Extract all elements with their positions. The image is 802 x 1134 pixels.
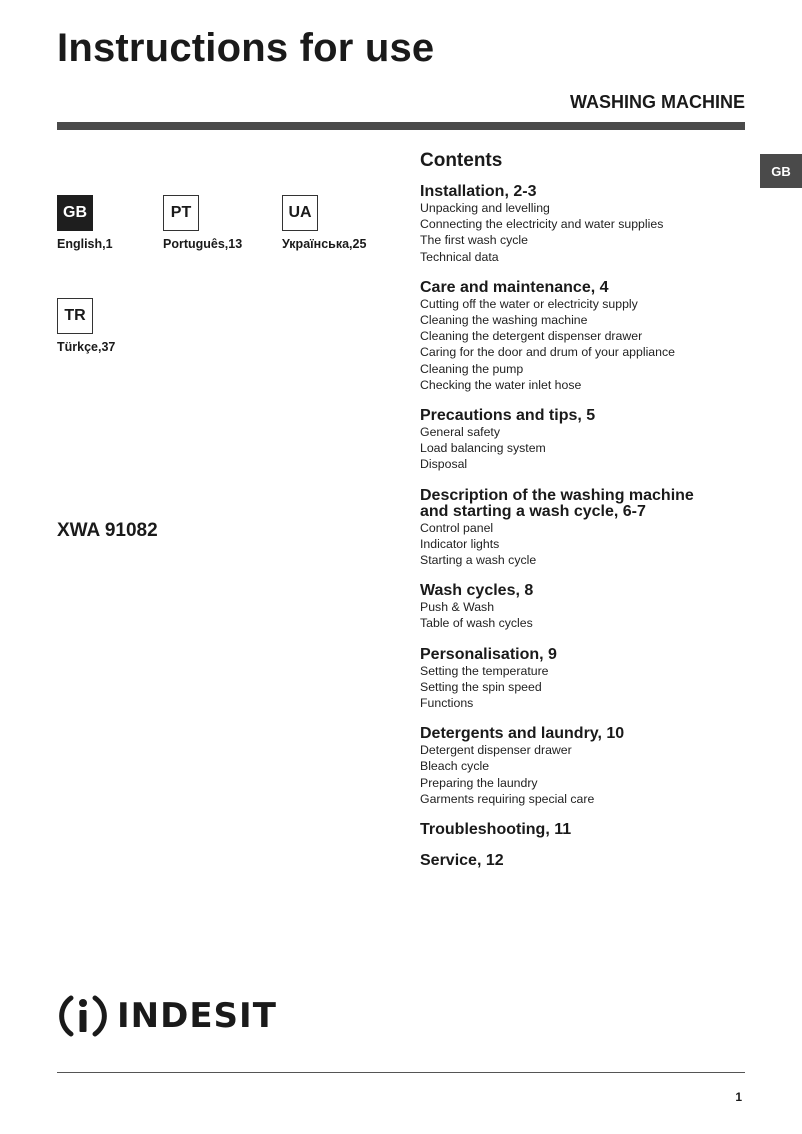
toc-item: Caring for the door and drum of your appliance: [420, 345, 675, 360]
toc-item: Load balancing system: [420, 441, 546, 456]
language-side-tab: GB: [760, 154, 802, 188]
toc-section-title: Personalisation, 9: [420, 645, 557, 663]
toc-item: Unpacking and levelling: [420, 201, 550, 215]
model-number: XWA 91082: [57, 520, 158, 541]
toc-item: Checking the water inlet hose: [420, 377, 582, 392]
toc-section-title: Service, 12: [420, 852, 504, 870]
toc-item: Cleaning the pump: [420, 361, 524, 376]
language-ua[interactable]: [282, 195, 366, 251]
page-title: Instructions for use: [57, 26, 435, 70]
language-tr[interactable]: [57, 298, 115, 354]
toc-item: Disposal: [420, 457, 468, 472]
toc-section-title: Precautions and tips, 5: [420, 407, 596, 425]
toc-section-title: and starting a wash cycle, 6-7: [420, 502, 646, 520]
toc-section-title: Description of the washing machine: [420, 486, 694, 504]
toc-item: Connecting the electricity and water supplies: [420, 217, 664, 232]
toc-item: Indicator lights: [420, 536, 500, 551]
contents-heading: Contents: [420, 150, 503, 171]
language-code-gb: GB: [57, 195, 93, 231]
toc-item: Cleaning the detergent dispenser drawer: [420, 329, 643, 344]
language-pt[interactable]: [163, 195, 242, 251]
indesit-logo-icon: [57, 990, 109, 1042]
toc-item: Preparing the laundry: [420, 775, 538, 790]
toc-item: Garments requiring special care: [420, 791, 595, 806]
brand-logo: [57, 990, 277, 1042]
toc-section-detergents[interactable]: [420, 726, 750, 807]
brand-name: INDESIT: [117, 996, 277, 1036]
toc-section-title: Care and maintenance, 4: [420, 278, 609, 296]
toc-item: Cleaning the washing machine: [420, 313, 588, 328]
toc-section-care[interactable]: [420, 280, 750, 393]
toc-item: Table of wash cycles: [420, 616, 533, 631]
header-divider: [57, 122, 745, 130]
toc-item: Detergent dispenser drawer: [420, 743, 572, 758]
toc-section-title: Troubleshooting, 11: [420, 821, 572, 839]
language-gb[interactable]: [57, 195, 113, 251]
language-label-ua: Українська,25: [282, 237, 367, 251]
toc-item: Technical data: [420, 249, 499, 264]
toc-section-personalisation[interactable]: [420, 647, 750, 712]
toc-section-title: Wash cycles, 8: [420, 582, 534, 600]
toc-item: Cutting off the water or electricity supply: [420, 296, 638, 311]
toc-item: The first wash cycle: [420, 233, 528, 248]
toc-item: Setting the spin speed: [420, 679, 542, 694]
toc-section-description[interactable]: [420, 488, 750, 569]
toc-section-installation[interactable]: [420, 184, 750, 265]
toc-section-troubleshooting[interactable]: [420, 822, 750, 838]
language-label-gb: English,1: [57, 237, 113, 251]
toc-section-title: Installation, 2-3: [420, 183, 537, 200]
toc-item: Functions: [420, 696, 474, 711]
table-of-contents: [420, 150, 750, 884]
toc-item: Bleach cycle: [420, 759, 490, 774]
language-code-tr: TR: [57, 298, 93, 334]
toc-section-service[interactable]: [420, 853, 750, 869]
toc-item: Control panel: [420, 520, 494, 535]
language-label-tr: Türkçe,37: [57, 340, 116, 354]
toc-section-title: Detergents and laundry, 10: [420, 725, 625, 743]
toc-section-precautions[interactable]: [420, 408, 750, 473]
page-number: 1: [735, 1090, 742, 1104]
language-code-pt: PT: [163, 195, 199, 231]
toc-item: Setting the temperature: [420, 663, 549, 678]
language-label-pt: Português,13: [163, 237, 243, 251]
toc-item: Starting a wash cycle: [420, 553, 537, 568]
footer-divider: [57, 1072, 745, 1073]
product-type: WASHING MACHINE: [570, 92, 745, 112]
language-code-ua: UA: [282, 195, 318, 231]
toc-item: General safety: [420, 425, 500, 440]
toc-section-wash-cycles[interactable]: [420, 583, 750, 631]
toc-item: Push & Wash: [420, 600, 495, 615]
